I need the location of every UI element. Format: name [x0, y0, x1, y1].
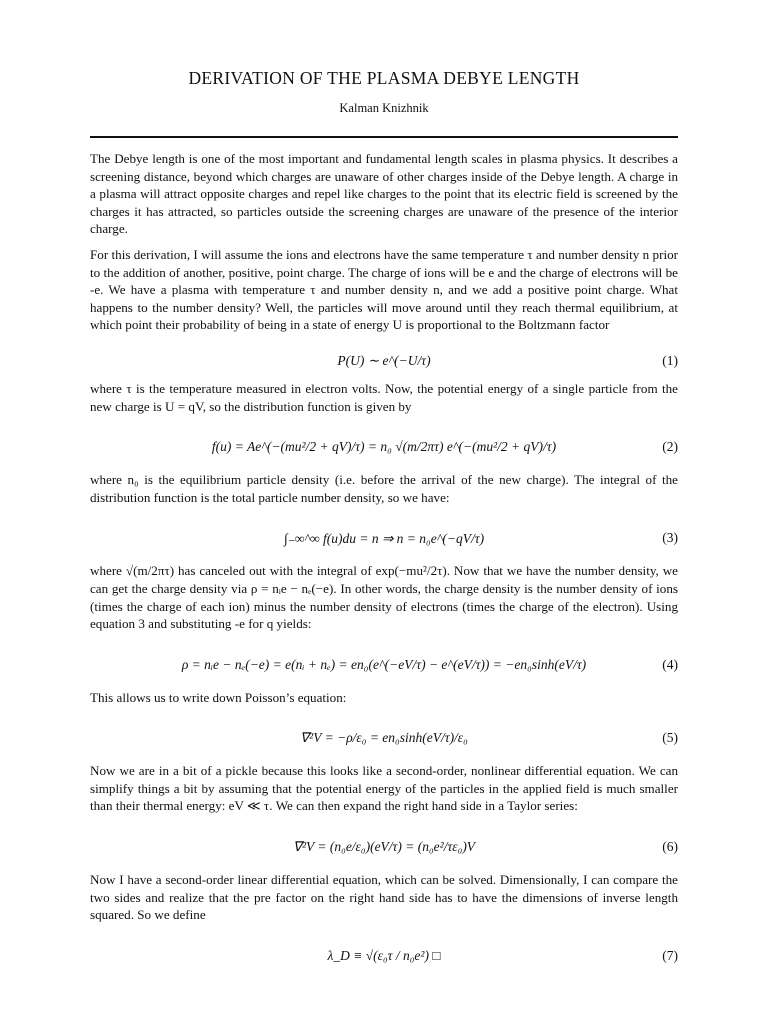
equation-number: (2)	[662, 439, 678, 455]
paper-title: DERIVATION OF THE PLASMA DEBYE LENGTH	[188, 68, 580, 88]
equation-number: (7)	[662, 948, 678, 964]
paragraph: This allows us to write down Poisson’s equation:	[90, 689, 347, 705]
equation	[90, 932, 678, 980]
paper-author: Kalman Knizhnik	[339, 101, 429, 115]
paragraph: For this derivation, I will assume the ions and electrons have the same temperature τ and number density n prior to the addition of another, positive, point charge. The charge of ions will be e and the charge of electrons will be -e. We have a plasma with temperature τ and number density n, and we add a positive point charge. What happens to the number density? Well, the particles will move around until they reach thermal equilibrium, at which point their probability of being in a state of energy U is proportional to the Boltzmann factor	[90, 246, 678, 333]
equation-number: (3)	[662, 530, 678, 546]
title-rule	[90, 136, 678, 138]
equation	[90, 342, 678, 380]
equation-number: (6)	[662, 839, 678, 855]
equation-expression: ∫₋∞^∞ f(u)du = n ⇒ n = n₀e^(−qV/τ)	[283, 530, 485, 546]
equation-expression: f(u) = Ae^(−(mu²/2 + qV)/τ) = n₀ √(m/2πτ) e^(−(mu²/2 + qV)/τ)	[211, 439, 557, 455]
equation	[90, 514, 678, 562]
equation	[90, 823, 678, 871]
equation-expression: P(U) ∼ e^(−U/τ)	[337, 353, 431, 369]
paragraph: The Debye length is one of the most important and fundamental length scales in plasma physics. It describes a screening distance, beyond which charges are unaware of other charges inside of the Debye length. A charge in a plasma will attract opposite charges and repel like charges to the point that its electric field is screened by the charges it has attracted, so particles outside the screening charges are unaware of the presence of the interior charge.	[90, 151, 678, 237]
equation-number: (5)	[662, 730, 678, 746]
equation	[90, 641, 678, 689]
paragraph: where √(m/2πτ) has canceled out with the integral of exp(−mu²/2τ). Now that we have the number density, we can get the charge density via ρ = nᵢe − nₑ(−e). In other words, the charge density is the number density of ions (times the charge of each ion) minus the number density of electrons (times the charge of the electron). Using equation 3 and substituting -e for q yields:	[90, 563, 678, 632]
equation-number: (1)	[662, 353, 678, 369]
paper-body	[90, 150, 678, 980]
equation-number: (4)	[662, 656, 678, 672]
paragraph: where n₀ is the equilibrium particle density (i.e. before the arrival of the new charge). The integral of the distribution function is the total particle number density, so we have:	[90, 472, 678, 505]
equation-expression: λ_D ≡ √(ε₀τ / n₀e²) □	[327, 948, 441, 964]
paragraph: Now I have a second-order linear differential equation, which can be solved. Dimensionally, I can compare the two sides and realize that the pre factor on the right hand side has to have the dimensions of inverse length squared. So we define	[90, 872, 678, 923]
paragraph: Now we are in a bit of a pickle because this looks like a second-order, nonlinear differential equation. We can simplify things a bit by assuming that the potential energy of the particles in the applied field is much smaller than their thermal energy: eV ≪ τ. We can then expand the right hand side in a Taylor series:	[90, 763, 678, 814]
equation-expression: ∇²V = (n₀e/ε₀)(eV/τ) = (n₀e²/τε₀)V	[292, 839, 476, 855]
equation	[90, 714, 678, 762]
equation	[90, 423, 678, 471]
paragraph: where τ is the temperature measured in electron volts. Now, the potential energy of a single particle from the new charge is U = qV, so the distribution function is given by	[90, 380, 678, 414]
equation-expression: ∇²V = −ρ/ε₀ = en₀sinh(eV/τ)/ε₀	[300, 730, 468, 746]
equation-expression: ρ = nᵢe − nₑ(−e) = e(nᵢ + nₑ) = en₀(e^(−eV/τ) − e^(eV/τ)) = −en₀sinh(eV/τ)	[181, 656, 587, 672]
